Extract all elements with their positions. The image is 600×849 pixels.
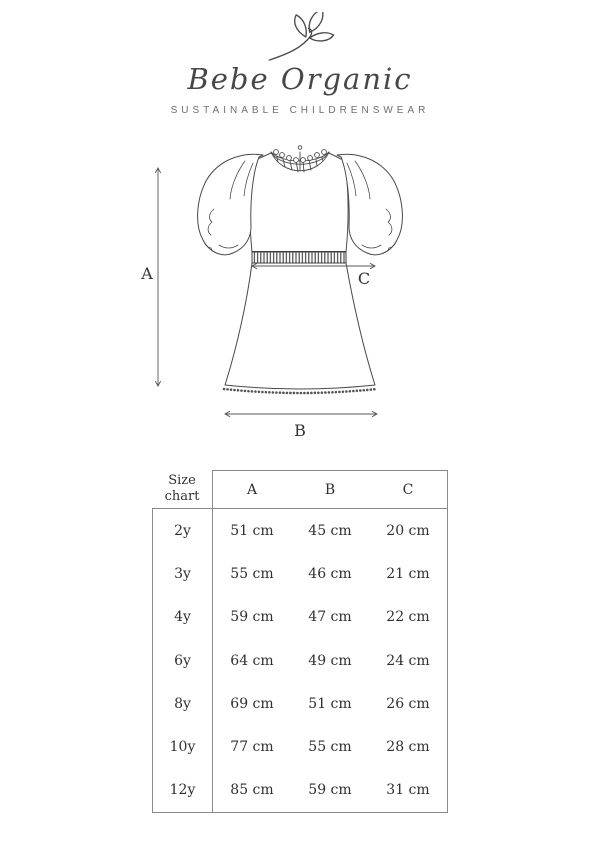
collar-button (298, 146, 302, 150)
size-cell: 4y (153, 596, 213, 639)
measurement-b-cell: 55 cm (308, 739, 352, 756)
measurement-a-cell: 69 cm (230, 695, 274, 712)
size-cell: 3y (153, 552, 213, 595)
dress-measurement-diagram (0, 140, 600, 445)
measurement-c-cell: 31 cm (386, 782, 430, 799)
measurement-c-cell: 26 cm (386, 695, 430, 712)
table-row (153, 769, 447, 812)
size-table-header-row (152, 470, 448, 509)
measurement-b-cell: 49 cm (308, 652, 352, 669)
table-row (153, 596, 447, 639)
measurement-label-b: B (294, 421, 306, 440)
dress-waistband (252, 252, 346, 264)
brand-name: Bebe Organic (187, 62, 413, 96)
measurement-b-cell: 59 cm (308, 782, 352, 799)
column-header-b: B (324, 481, 336, 498)
column-header-a: A (246, 481, 258, 498)
branch-leaves-icon (260, 12, 340, 62)
measurement-label-c: C (357, 269, 371, 288)
size-cell: 12y (153, 769, 213, 812)
dress-hem-trim (224, 389, 377, 393)
column-header-c: C (402, 481, 414, 498)
size-cell: 2y (153, 509, 213, 552)
size-table-column-headers (213, 470, 448, 508)
measurement-a-cell: 55 cm (230, 565, 274, 582)
measurement-b-cell: 45 cm (308, 522, 352, 539)
table-row (153, 682, 447, 725)
brand-tagline: SUSTAINABLE CHILDRENSWEAR (170, 105, 430, 116)
measurement-a-cell: 59 cm (230, 609, 274, 626)
measurement-c-cell: 20 cm (386, 522, 430, 539)
size-chart-table (152, 470, 448, 813)
brand-header (0, 0, 600, 116)
size-cell: 10y (153, 725, 213, 768)
table-row (153, 552, 447, 595)
measurement-c-cell: 28 cm (386, 739, 430, 756)
table-row (153, 639, 447, 682)
measurement-a-cell: 85 cm (230, 782, 274, 799)
measurement-a-cell: 64 cm (230, 652, 274, 669)
measurement-b-cell: 51 cm (308, 695, 352, 712)
measurement-c-cell: 21 cm (386, 565, 430, 582)
measurement-c-cell: 24 cm (386, 652, 430, 669)
measurement-b-cell: 46 cm (308, 565, 352, 582)
measurement-b-cell: 47 cm (308, 609, 352, 626)
dress-skirt (225, 263, 375, 389)
measurement-label-a: A (141, 264, 153, 283)
measurement-a-cell: 77 cm (230, 739, 274, 756)
table-row (153, 725, 447, 768)
measurement-a-cell: 51 cm (230, 522, 274, 539)
size-cell: 8y (153, 682, 213, 725)
size-table-corner-header: Size chart (152, 470, 213, 508)
table-row (153, 509, 447, 552)
measurement-c-cell: 22 cm (386, 609, 430, 626)
size-table-body (152, 509, 448, 813)
size-cell: 6y (153, 639, 213, 682)
dress-bodice (250, 153, 348, 252)
